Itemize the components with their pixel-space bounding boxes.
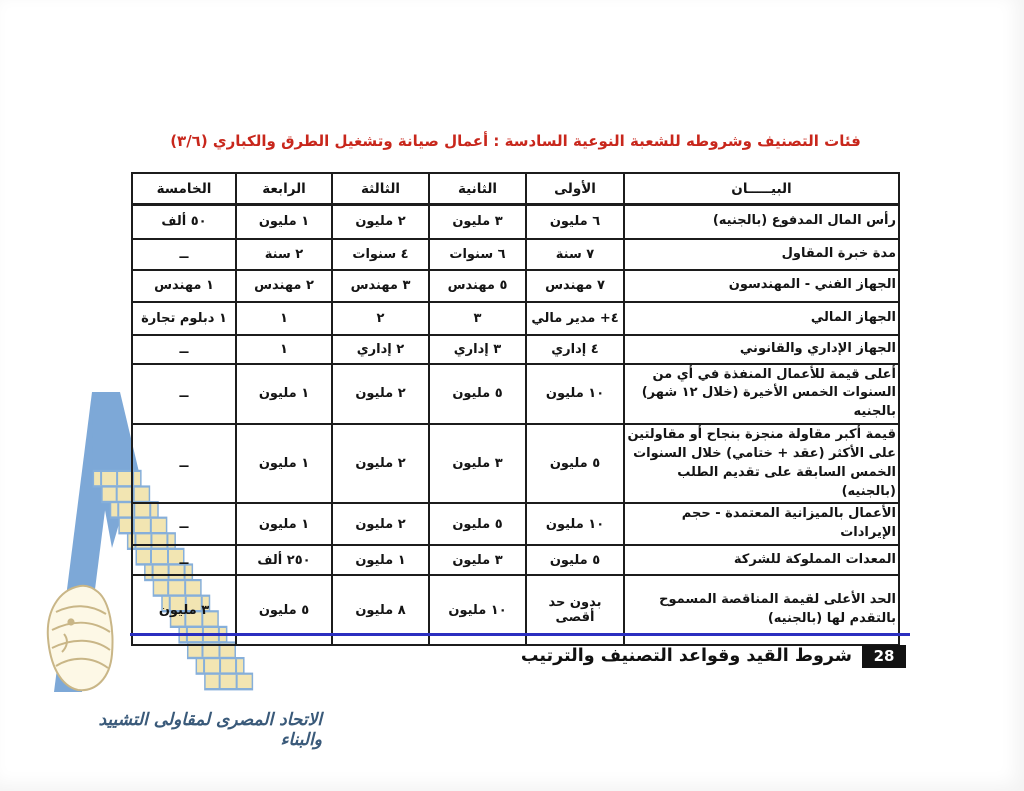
table-header-row [132, 173, 899, 205]
row-value: ١٠ مليون [526, 503, 624, 545]
table-row [132, 302, 899, 335]
sphinx-face-icon [48, 586, 113, 690]
row-value: ١ دبلوم تجارة [132, 302, 236, 335]
row-value: ١٠ مليون [429, 575, 526, 645]
classification-table [131, 172, 900, 646]
row-value: ــ [132, 424, 236, 503]
row-value: ــ [132, 364, 236, 425]
row-value: ١ [236, 302, 332, 335]
row-value: ٥ مليون [526, 424, 624, 503]
footer-section-title: شروط القيد وقواعد التصنيف والترتيب [520, 646, 852, 666]
row-value: ٣ إداري [429, 335, 526, 364]
row-label: مدة خبرة المقاول [624, 239, 899, 270]
row-label: قيمة أكبر مقاولة منجزة بنجاح أو مقاولتين على الأكثر (عقد + ختامي) خلال السنوات الخمس السابقة على تقديم الطلب (بالجنيه) [624, 424, 899, 503]
row-value: ٣ مهندس [332, 270, 429, 302]
row-value: ٥ مليون [429, 503, 526, 545]
table-row [132, 335, 899, 364]
column-header-statement: البيـــــان [624, 173, 899, 205]
row-label: الجهاز المالي [624, 302, 899, 335]
row-value: ــ [132, 239, 236, 270]
row-value: ٤ سنوات [332, 239, 429, 270]
footer-divider-line [130, 633, 910, 636]
row-value: ٢ [332, 302, 429, 335]
column-header-third: الثالثة [332, 173, 429, 205]
row-value: ١ مليون [236, 424, 332, 503]
row-value: ١ [236, 335, 332, 364]
row-label: أعلى قيمة للأعمال المنفذة في أي من السنوات الخمس الأخيرة (خلال ١٢ شهر) بالجنيه [624, 364, 899, 425]
row-value: ٢٥٠ ألف [236, 545, 332, 575]
organization-name: الاتحاد المصرى لمقاولى التشييد والبناء [98, 710, 322, 750]
row-value: بدون حد أقصى [526, 575, 624, 645]
row-value: ٣ مليون [429, 205, 526, 239]
column-header-fifth: الخامسة [132, 173, 236, 205]
row-value: ٨ مليون [332, 575, 429, 645]
row-value: ــ [132, 503, 236, 545]
classification-table-container [131, 172, 900, 646]
table-row [132, 364, 899, 425]
row-label: الحد الأعلى لقيمة المناقصة المسموح بالتقدم لها (بالجنيه) [624, 575, 899, 645]
row-value: ٧ سنة [526, 239, 624, 270]
row-value: ١ مليون [236, 364, 332, 425]
row-value: ٤ إداري [526, 335, 624, 364]
row-value: ١ مهندس [132, 270, 236, 302]
column-header-first: الأولى [526, 173, 624, 205]
row-value: ٣ مليون [429, 424, 526, 503]
row-value: ٦ سنوات [429, 239, 526, 270]
row-value: ٥ مهندس [429, 270, 526, 302]
row-value: ١ مليون [332, 545, 429, 575]
row-label: الجهاز الإداري والقانوني [624, 335, 899, 364]
row-value: ٥٠ ألف [132, 205, 236, 239]
row-value: ٢ سنة [236, 239, 332, 270]
row-label: الجهاز الفني - المهندسون [624, 270, 899, 302]
row-value: ٣ مليون [132, 575, 236, 645]
row-value: ٢ مليون [332, 364, 429, 425]
column-header-fourth: الرابعة [236, 173, 332, 205]
row-value: ٣ [429, 302, 526, 335]
row-value: ١ مليون [236, 503, 332, 545]
table-row [132, 205, 899, 239]
row-value: ٢ إداري [332, 335, 429, 364]
row-value: ٣ مليون [429, 545, 526, 575]
table-row [132, 503, 899, 545]
page-title: فئات التصنيف وشروطه للشعبة النوعية السادسة : أعمال صيانة وتشغيل الطرق والكباري (٣/٦) [170, 132, 861, 150]
row-value: ٧ مهندس [526, 270, 624, 302]
row-value: ٥ مليون [429, 364, 526, 425]
row-value: ١٠ مليون [526, 364, 624, 425]
row-value: ١ مليون [236, 205, 332, 239]
row-value: ٢ مليون [332, 424, 429, 503]
row-value: ــ [132, 335, 236, 364]
row-value: ــ [132, 545, 236, 575]
row-value: ٤+ مدير مالي [526, 302, 624, 335]
column-header-second: الثانية [429, 173, 526, 205]
row-value: ٢ مهندس [236, 270, 332, 302]
table-row [132, 424, 899, 503]
table-row [132, 545, 899, 575]
row-label: المعدات المملوكة للشركة [624, 545, 899, 575]
row-value: ٢ مليون [332, 503, 429, 545]
table-row [132, 239, 899, 270]
row-label: رأس المال المدفوع (بالجنيه) [624, 205, 899, 239]
row-value: ٢ مليون [332, 205, 429, 239]
row-value: ٦ مليون [526, 205, 624, 239]
row-value: ٥ مليون [236, 575, 332, 645]
row-value: ٥ مليون [526, 545, 624, 575]
row-label: الأعمال بالميزانية المعتمدة - حجم الإيرادات [624, 503, 899, 545]
page-number-badge: 28 [862, 645, 906, 668]
footer [520, 643, 906, 669]
table-row [132, 270, 899, 302]
